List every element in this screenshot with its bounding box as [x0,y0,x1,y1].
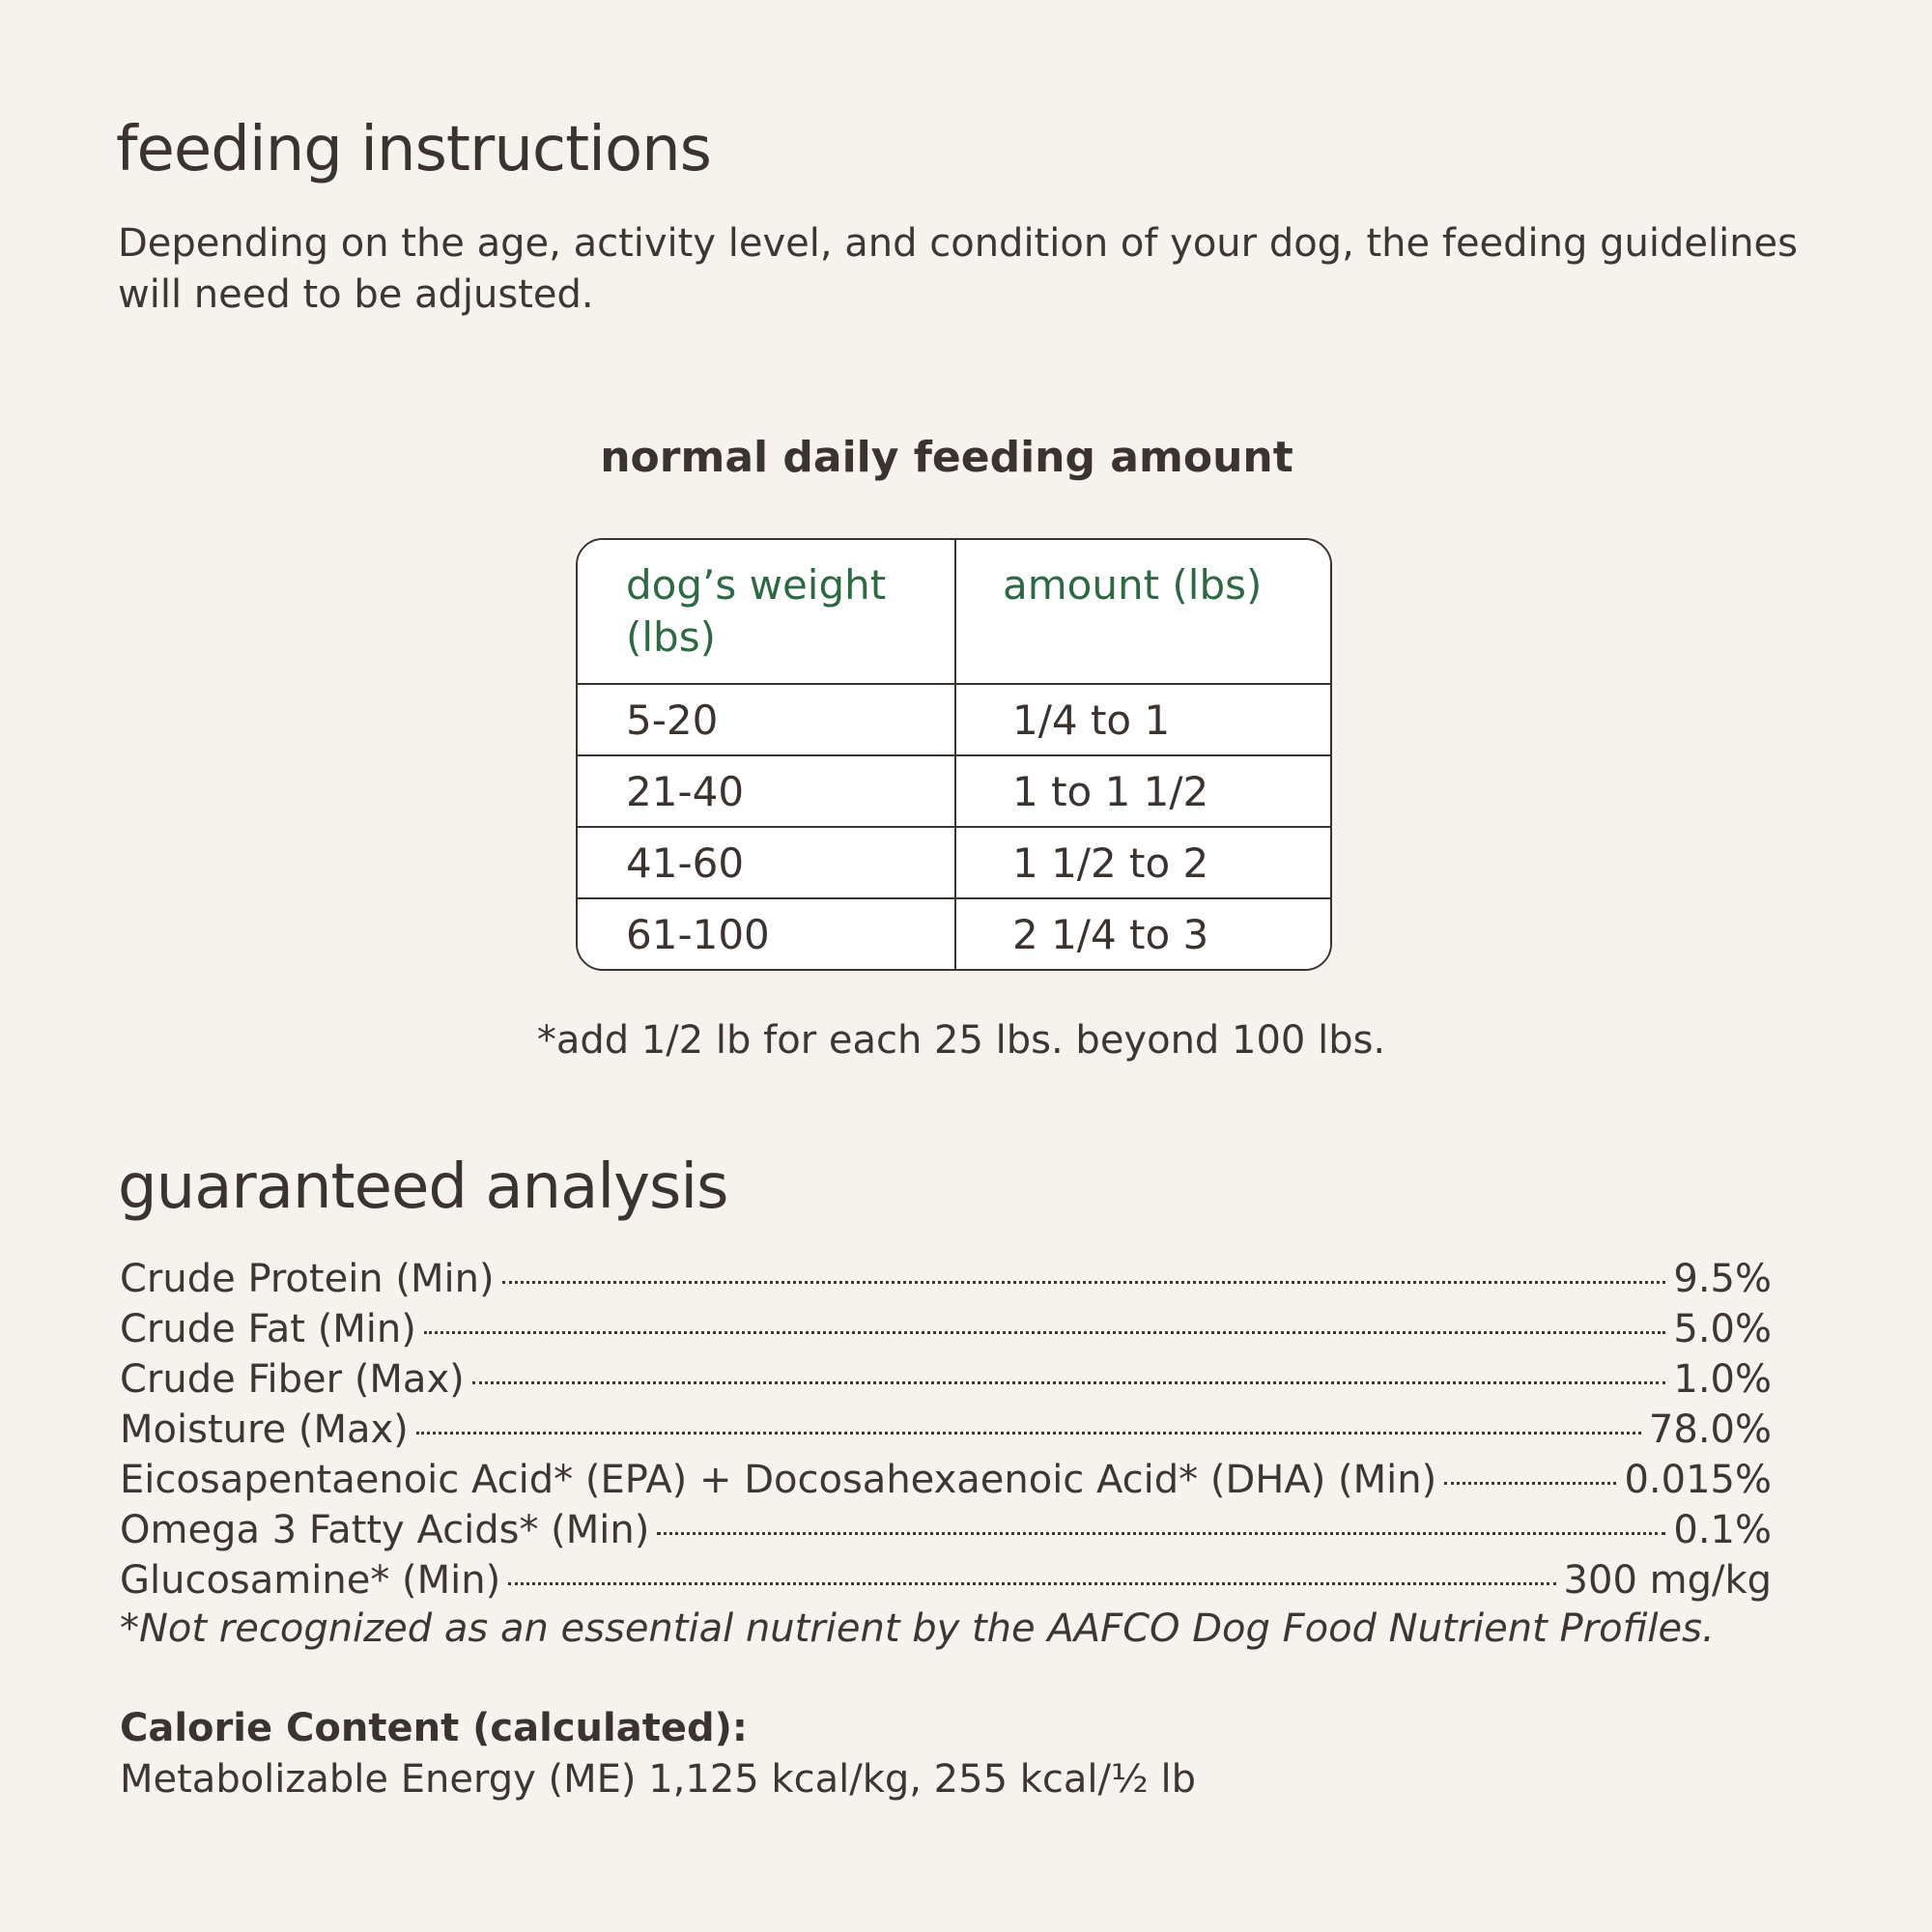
analysis-item-label: Crude Fat (Min) [120,1307,416,1351]
analysis-list [120,1254,1772,1605]
analysis-item-label: Moisture (Max) [120,1407,409,1452]
analysis-item-value: 0.1% [1673,1508,1772,1552]
feeding-table-title: normal daily feeding amount [600,433,1293,482]
dot-leader [424,1331,1666,1334]
weight-cell: 61-100 [578,899,956,969]
feeding-instructions-title: feeding instructions [116,114,711,185]
weight-cell: 5-20 [578,685,956,754]
feeding-table-note: *add 1/2 lb for each 25 lbs. beyond 100 lbs. [536,1018,1386,1063]
calorie-content-text: Metabolizable Energy (ME) 1,125 kcal/kg, 255 kcal/½ lb [120,1757,1196,1802]
analysis-item [120,1254,1772,1304]
amount-cell: 1 1/2 to 2 [1012,838,1209,887]
weight-cell: 21-40 [578,756,956,826]
table-row [578,756,1330,828]
analysis-item-value: 1.0% [1673,1357,1772,1402]
analysis-footnote: *Not recognized as an essential nutrient by the AAFCO Dog Food Nutrient Profiles. [120,1606,1715,1651]
analysis-item-label: Crude Protein (Min) [120,1257,495,1301]
header-amount: amount (lbs) [1003,561,1263,609]
dot-leader [502,1281,1666,1284]
dot-leader [508,1582,1555,1585]
analysis-item-label: Crude Fiber (Max) [120,1357,465,1402]
analysis-item [120,1505,1772,1555]
header-dog-weight: dog’s weight (lbs) [578,540,956,683]
dot-leader [416,1432,1641,1435]
analysis-item [120,1405,1772,1455]
guaranteed-analysis-title: guaranteed analysis [118,1151,728,1223]
feeding-table-header-row [578,540,1330,685]
weight-cell: 41-60 [578,828,956,897]
analysis-item-label: Glucosamine* (Min) [120,1558,501,1603]
analysis-item [120,1304,1772,1354]
analysis-item [120,1555,1772,1605]
analysis-item-value: 300 mg/kg [1563,1558,1772,1603]
table-row [578,685,1330,756]
analysis-item [120,1455,1772,1505]
amount-cell: 2 1/4 to 3 [1012,910,1209,958]
analysis-item-value: 9.5% [1673,1257,1772,1301]
analysis-item-value: 0.015% [1624,1458,1772,1502]
analysis-item-value: 5.0% [1673,1307,1772,1351]
dot-leader [657,1532,1665,1535]
table-row [578,899,1330,969]
table-row [578,828,1330,899]
analysis-item-value: 78.0% [1648,1407,1772,1452]
dot-leader [472,1381,1666,1384]
feeding-intro-text: Depending on the age, activity level, and condition of your dog, the feeding guidelines will need to be adjusted. [118,221,1799,317]
analysis-item-label: Omega 3 Fatty Acids* (Min) [120,1508,650,1552]
feeding-table [576,538,1332,971]
dot-leader [1444,1482,1616,1485]
amount-cell: 1 to 1 1/2 [1012,767,1209,815]
amount-cell: 1/4 to 1 [1012,696,1171,744]
analysis-item-label: Eicosapentaenoic Acid* (EPA) + Docosahexaenoic Acid* (DHA) (Min) [120,1458,1437,1502]
analysis-item [120,1354,1772,1405]
calorie-content-heading: Calorie Content (calculated): [120,1706,748,1750]
